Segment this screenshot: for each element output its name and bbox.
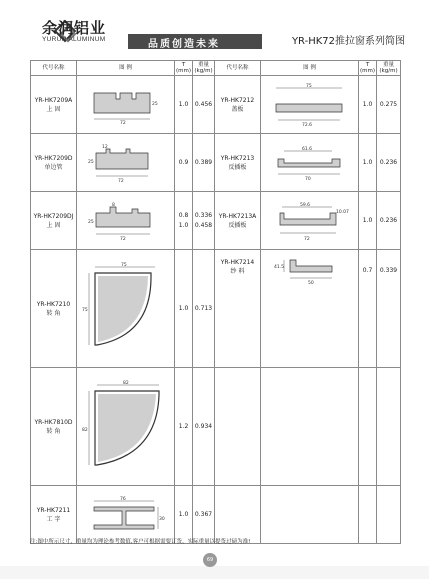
profile-drawing	[86, 201, 166, 241]
svg-text:76: 76	[119, 496, 126, 502]
profile-code: YR-HK7210	[36, 300, 71, 308]
profile-code-cell	[215, 76, 261, 134]
empty-cell	[359, 368, 377, 486]
profile-figure	[261, 134, 359, 192]
svg-text:82: 82	[81, 427, 88, 433]
header-figure: 图 例	[77, 61, 175, 76]
profile-figure	[261, 250, 359, 368]
profile-name: 上 固	[46, 221, 61, 229]
profile-name: 单边管	[44, 163, 63, 171]
header-weight: 重量 (kg/m)	[377, 61, 401, 76]
table-row	[31, 76, 401, 134]
weight: 0.389	[193, 134, 215, 192]
weight: 0.934	[193, 368, 215, 486]
thickness: 1.2	[175, 368, 193, 486]
profile-figure	[77, 192, 175, 250]
footnote: 注:图中所示尺寸，重量均为理论参考数值,客户可根据需要订货，实际重量以提货过磅为准!	[30, 539, 251, 545]
profile-name: 反插板	[228, 221, 247, 229]
thickness: 1.0	[359, 192, 377, 250]
svg-text:8: 8	[111, 202, 115, 208]
table-row	[31, 486, 401, 544]
weight: 0.456	[193, 76, 215, 134]
profile-drawing	[81, 259, 171, 359]
profile-code-cell	[215, 192, 261, 250]
brand-name-en: YURUN ALUMINUM	[42, 36, 106, 43]
header-code: 代号名称	[31, 61, 77, 76]
svg-text:82: 82	[122, 380, 129, 386]
svg-text:25: 25	[87, 159, 94, 165]
profile-code: YR-HK7212	[220, 96, 255, 104]
profile-code-cell	[31, 368, 77, 486]
table-row	[31, 368, 401, 486]
profile-code-cell	[215, 134, 261, 192]
svg-text:72.6: 72.6	[301, 122, 312, 128]
profile-code-cell	[31, 192, 77, 250]
svg-text:75: 75	[81, 307, 88, 313]
table-row	[31, 250, 401, 368]
thickness: 1.0	[359, 76, 377, 134]
svg-text:12: 12	[101, 144, 108, 150]
profile-name: 转 角	[46, 427, 61, 435]
weight: 0.236	[377, 134, 401, 192]
footer-band	[0, 566, 429, 579]
profile-drawing	[81, 377, 171, 477]
weight: 0.367	[193, 486, 215, 544]
profile-drawing	[270, 250, 350, 286]
profile-code-cell	[215, 250, 261, 368]
svg-text:59.6: 59.6	[299, 202, 310, 208]
profile-code: YR-HK7211	[36, 506, 71, 514]
profile-code: YR-HK7214	[220, 259, 255, 266]
weight: 0.236	[377, 192, 401, 250]
profile-figure	[77, 486, 175, 544]
profile-drawing	[86, 493, 166, 537]
thickness: 0.9	[175, 134, 193, 192]
profile-name: 盖板	[231, 105, 244, 113]
weight: 0.336 0.458	[193, 192, 215, 250]
profile-code: YR-HK7213A	[218, 212, 257, 220]
weight: 0.275	[377, 76, 401, 134]
slogan: 品质创造未来	[148, 39, 220, 50]
profile-code: YR-HK7209DJ	[33, 212, 74, 220]
profile-code: YR-HK7209A	[34, 96, 73, 104]
table-row	[31, 192, 401, 250]
page-title: YR-HK72推拉窗系列简图	[286, 34, 411, 49]
profile-name: 上 固	[46, 105, 61, 113]
header-code: 代号名称	[215, 61, 261, 76]
profile-code-cell	[31, 486, 77, 544]
empty-cell	[377, 368, 401, 486]
header-row	[31, 61, 401, 76]
empty-cell	[377, 486, 401, 544]
header-t: T (mm)	[175, 62, 191, 74]
profile-code: YR-HK7810D	[34, 418, 73, 426]
svg-text:61.6: 61.6	[301, 146, 312, 152]
empty-cell	[215, 368, 261, 486]
profile-code: YR-HK7213	[220, 154, 255, 162]
profile-drawing	[270, 143, 350, 183]
svg-text:70: 70	[304, 176, 311, 182]
profile-figure	[261, 76, 359, 134]
thickness: 0.8 1.0	[175, 192, 193, 250]
profile-figure	[77, 368, 175, 486]
profile-name: 反插板	[228, 163, 247, 171]
profile-figure	[261, 192, 359, 250]
svg-text:25: 25	[151, 101, 158, 107]
svg-text:50: 50	[307, 281, 314, 286]
profile-table	[30, 60, 401, 544]
svg-text:30: 30	[158, 516, 165, 522]
profile-figure	[77, 250, 175, 368]
svg-text:10.07: 10.07	[335, 209, 349, 215]
svg-text:72: 72	[119, 120, 126, 125]
svg-text:72: 72	[303, 236, 310, 242]
empty-cell	[261, 368, 359, 486]
weight: 0.339	[377, 250, 401, 368]
profile-code: YR-HK7209D	[34, 154, 73, 162]
thickness: 1.0	[359, 134, 377, 192]
profile-drawing	[270, 82, 350, 128]
svg-text:72: 72	[117, 178, 124, 183]
empty-cell	[261, 486, 359, 544]
thickness: 1.0	[175, 76, 193, 134]
header-figure: 图 例	[261, 61, 359, 76]
svg-text:75: 75	[120, 262, 127, 268]
header-weight: 重量 (kg/m)	[194, 62, 213, 74]
profile-drawing	[270, 199, 350, 243]
brand-name-cn: 余润铝业	[42, 19, 107, 37]
svg-text:75: 75	[305, 83, 312, 89]
profile-code-cell	[31, 134, 77, 192]
profile-drawing	[86, 85, 166, 125]
page-number: 69	[203, 553, 217, 567]
thickness: 1.0	[175, 486, 193, 544]
empty-cell	[359, 486, 377, 544]
weight: 0.713	[193, 250, 215, 368]
profile-name: 纱 料	[230, 268, 245, 275]
header-t: T (mm)	[359, 62, 375, 74]
svg-text:25: 25	[87, 219, 94, 225]
svg-text:72: 72	[119, 236, 126, 241]
profile-name: 转 角	[46, 309, 61, 317]
profile-figure	[77, 134, 175, 192]
svg-text:41.5: 41.5	[273, 265, 284, 270]
profile-code-cell	[31, 76, 77, 134]
profile-name: 工 字	[46, 515, 61, 523]
empty-cell	[215, 486, 261, 544]
profile-code-cell	[31, 250, 77, 368]
thickness: 0.7	[359, 250, 377, 368]
table-row	[31, 134, 401, 192]
profile-figure	[77, 76, 175, 134]
profile-drawing	[86, 143, 166, 183]
thickness: 1.0	[175, 250, 193, 368]
